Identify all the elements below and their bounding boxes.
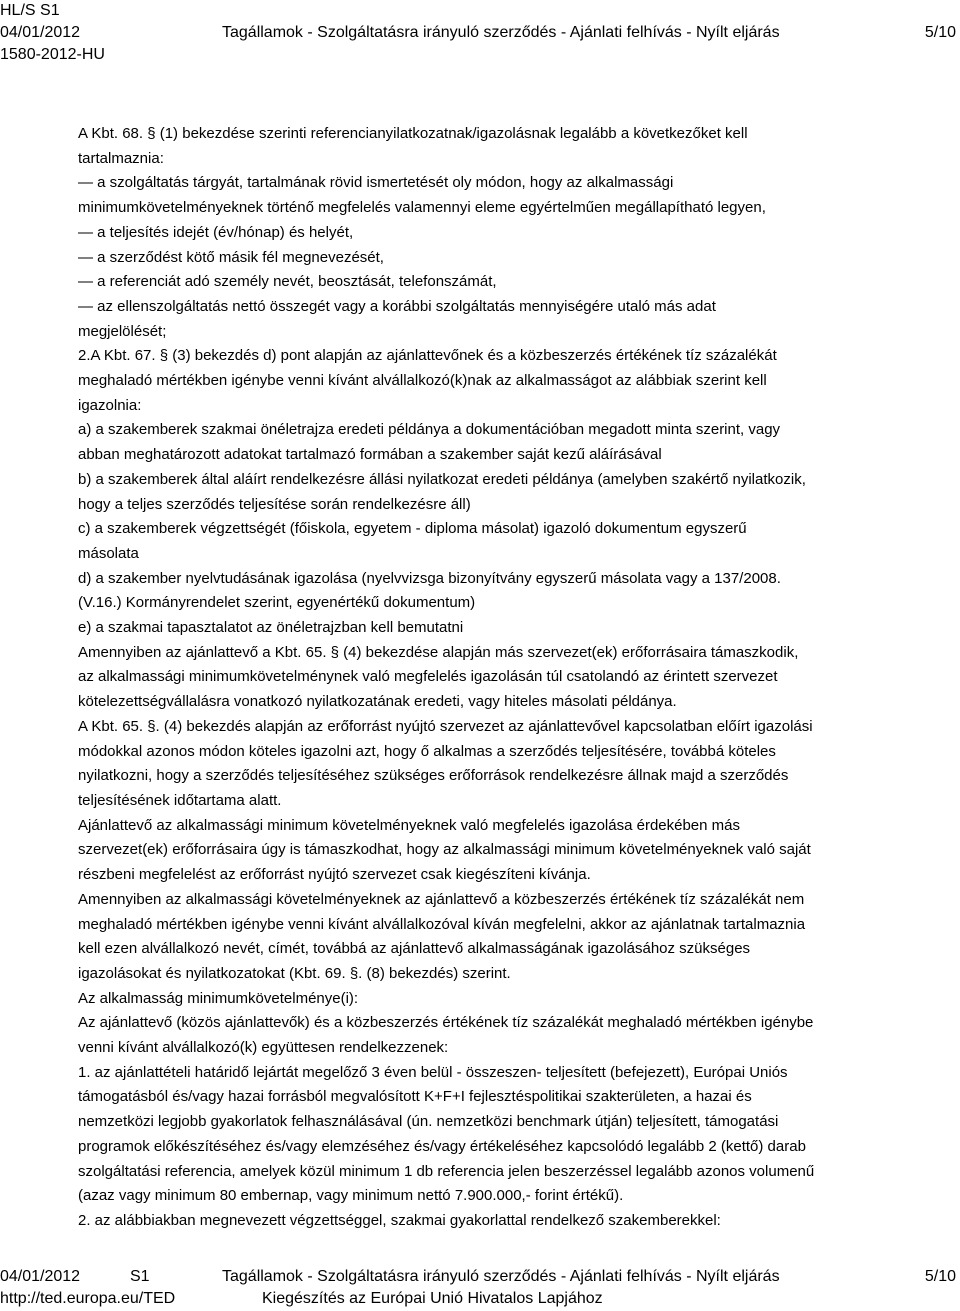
- body-line: d) a szakember nyelvtudásának igazolása (nyelvvizsga bizonyítvány egyszerű másolata vagy a 137/2008.: [78, 569, 781, 587]
- body-line: Az alkalmasság minimumkövetelménye(i):: [78, 989, 359, 1007]
- header-row-3: [0, 44, 960, 66]
- footer-page-number: 5/10: [924, 1268, 956, 1285]
- body-line: A Kbt. 68. § (1) bekezdése szerinti referencianyilatkozatnak/igazolásnak legalább a következőket kell: [78, 125, 748, 142]
- body-line: támogatásból és/vagy hazai forrásból megvalósított K+F+I fejlesztéspolitikai szakterületen, a hazai és: [78, 1088, 752, 1106]
- body-line: A Kbt. 65. §. (4) bekezdés alapján az erőforrást nyújtó szervezet az ajánlattevővel kapcsolatban előírt igazolási: [78, 717, 813, 735]
- body-line: Amennyiben az ajánlattevő a Kbt. 65. § (4) bekezdése alapján más szervezet(ek) erőforrásaira támaszkodik,: [78, 643, 799, 661]
- body-line: másolata: [78, 544, 139, 562]
- body-line: e) a szakmai tapasztalatot az önéletrajzban kell bemutatni: [78, 619, 464, 637]
- footer-title: Tagállamok - Szolgáltatásra irányuló szerződés - Ajánlati felhívás - Nyílt eljárás: [222, 1268, 780, 1285]
- body-line: programok előkészítéséhez és/vagy elemzéséhez és/vagy értékeléséhez kapcsolódó legalább 2 (kettő) darab: [78, 1137, 806, 1155]
- body-line: — a teljesítés idejét (év/hónap) és helyét,: [78, 223, 354, 241]
- body-line: tartalmaznia:: [78, 149, 164, 167]
- footer-section: S1: [130, 1268, 150, 1285]
- footer-url-link[interactable]: http://ted.europa.eu/TED: [0, 1290, 176, 1307]
- footer-row-2: [0, 1288, 960, 1310]
- header-page-number: 5/10: [924, 24, 956, 41]
- body-line: minimumkövetelményeknek történő megfelelés valamennyi eleme egyértelműen megállapítható legyen,: [78, 199, 766, 217]
- header-reference: 1580-2012-HU: [0, 46, 105, 63]
- body-line: igazolnia:: [78, 396, 142, 414]
- body-line: 1. az ajánlattételi határidő lejártát megelőző 3 éven belül - összeszen- teljesített (befejezett), Európai Uniós: [78, 1063, 788, 1081]
- body-line: — a referenciát adó személy nevét, beosztását, telefonszámát,: [78, 273, 497, 291]
- body-line: megjelölését;: [78, 322, 167, 340]
- body-line: szolgáltatási referencia, amelyek közül minimum 1 db referencia jelen beszerzéssel legalább azonos volumenű: [78, 1162, 815, 1180]
- body-line: venni kívánt alvállalkozó(k) együttesen rendelkezzenek:: [78, 1039, 449, 1057]
- body-line: részbeni megfelelést az erőforrást nyújtó szervezet csak kiegészíteni kívánja.: [78, 866, 591, 884]
- body-line: (V.16.) Kormányrendelet szerint, egyenértékű dokumentum): [78, 594, 476, 612]
- body-line: — a szolgáltatás tárgyát, tartalmának rövid ismertetését oly módon, hogy az alkalmassági: [78, 174, 674, 192]
- header-row-2: [0, 22, 960, 44]
- header-title: Tagállamok - Szolgáltatásra irányuló szerződés - Ajánlati felhívás - Nyílt eljárás: [222, 24, 780, 41]
- body-line: (azaz vagy minimum 80 embernap, vagy minimum nettó 7.900.000,- forint értékű).: [78, 1187, 624, 1205]
- body-line: igazolásokat és nyilatkozatokat (Kbt. 69. §. (8) bekezdés) szerint.: [78, 964, 511, 982]
- body-line: szervezet(ek) erőforrásaira úgy is támaszkodhat, hogy az alkalmassági minimum követelményeknek való saját: [78, 841, 811, 859]
- page-footer: [0, 1266, 960, 1310]
- body-line: módokkal azonos módon köteles igazolni azt, hogy ő alkalmas a szerződés teljesítésére, továbbá köteles: [78, 742, 776, 760]
- header-date: 04/01/2012: [0, 24, 81, 41]
- footer-publisher: Kiegészítés az Európai Unió Hivatalos Lapjához: [262, 1290, 603, 1307]
- body-line: a) a szakemberek szakmai önéletrajza eredeti példánya a dokumentációban megadott minta szerint, vagy: [78, 421, 781, 439]
- body-line: 2. az alábbiakban megnevezett végzettséggel, szakmai gyakorlattal rendelkező szakemberekkel:: [78, 1211, 721, 1229]
- footer-row-1: [0, 1266, 960, 1288]
- body-line: teljesítésének időtartama alatt.: [78, 791, 282, 809]
- body-line: kötelezettségvállalásra vonatkozó nyilatkozatának eredeti, vagy hiteles másolati példánya.: [78, 693, 677, 711]
- body-line: nemzetközi legjobb gyakorlatok felhasználásával (ún. nemzetközi benchmark útján) teljesített, támogatási: [78, 1113, 779, 1131]
- body-line: hogy a teljes szerződés teljesítése során rendelkezésre áll): [78, 495, 471, 513]
- body-line: meghaladó mértékben igénybe venni kívánt alvállalkozóval kíván megfelelni, akkor az ajánlatnak tartalmaznia: [78, 915, 806, 933]
- body-line: Az ajánlattevő (közös ajánlattevők) és a közbeszerzés értékének tíz százalékát meghaladó mértékben igénybe: [78, 1014, 814, 1032]
- body-line: kell ezen alvállalkozó nevét, címét, továbbá az ajánlattevő alkalmasságának igazolásához szükséges: [78, 940, 751, 958]
- body-line: nyilatkozni, hogy a szerződés teljesítéséhez szükséges erőforrások rendelkezésre állnak majd a szerződés: [78, 767, 789, 785]
- body-line: b) a szakemberek által aláírt rendelkezésre állási nyilatkozat eredeti példánya (amelyben szakértő nyilatkozik,: [78, 470, 806, 488]
- body-line: Ajánlattevő az alkalmassági minimum követelményeknek való megfelelés igazolása érdekében más: [78, 816, 740, 834]
- body-line: az alkalmassági minimumkövetelménynek való megfelelés igazolásán túl csatolandó az érintett szervezet: [78, 668, 778, 686]
- document-body: [78, 122, 958, 1234]
- footer-date: 04/01/2012: [0, 1268, 81, 1285]
- body-line: abban meghatározott adatokat tartalmazó formában a szakember saját kezű aláírásával: [78, 446, 662, 464]
- body-line: meghaladó mértékben igénybe venni kívánt alvállalkozó(k)nak az alkalmasságot az alábbiak szerint kell: [78, 372, 767, 390]
- body-line: — a szerződést kötő másik fél megnevezését,: [78, 248, 384, 266]
- header-row-1: [0, 0, 960, 22]
- header-code: HL/S S1: [0, 2, 60, 19]
- body-line: 2.A Kbt. 67. § (3) bekezdés d) pont alapján az ajánlattevőnek és a közbeszerzés értékének tíz százalékát: [78, 347, 777, 365]
- body-line: c) a szakemberek végzettségét (főiskola, egyetem - diploma másolat) igazoló dokumentum egyszerű: [78, 520, 747, 538]
- body-line: — az ellenszolgáltatás nettó összegét vagy a korábbi szolgáltatás mennyiségére utaló más adat: [78, 297, 716, 315]
- body-line: Amennyiben az alkalmassági követelményeknek az ajánlattevő a közbeszerzés értékének tíz százalékát nem: [78, 890, 805, 908]
- page-header: [0, 0, 960, 66]
